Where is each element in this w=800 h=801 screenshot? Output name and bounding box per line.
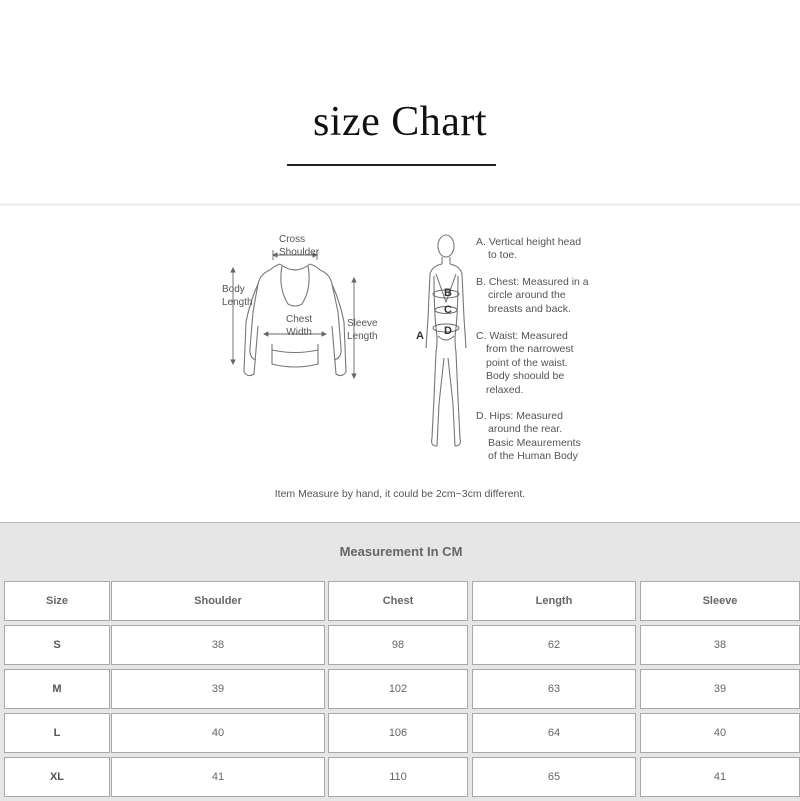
cell-chest: 110 [328, 757, 468, 797]
section-divider [0, 203, 800, 206]
header-shoulder: Shoulder [111, 581, 325, 621]
note-hips: D. Hips: Measured around the rear. Basic Meaurements of the Human Body [476, 410, 581, 463]
cell-shoulder: 39 [111, 669, 325, 709]
note-chest: B. Chest: Measured in a circle around the breasts and back. [476, 276, 589, 315]
cell-chest: 106 [328, 713, 468, 753]
cell-size: L [4, 713, 110, 753]
header-length: Length [472, 581, 636, 621]
cell-sleeve: 41 [640, 757, 800, 797]
cell-length: 65 [472, 757, 636, 797]
title-underline [287, 164, 496, 166]
chest-width-label: Chest Width [286, 314, 313, 338]
header-sleeve: Sleeve [640, 581, 800, 621]
cell-sleeve: 38 [640, 625, 800, 665]
cell-chest: 98 [328, 625, 468, 665]
note-height: A. Vertical height head to toe. [476, 236, 582, 262]
sleeve-length-label: Sleeve Length [347, 318, 378, 342]
cell-sleeve: 39 [640, 669, 800, 709]
cell-chest: 102 [328, 669, 468, 709]
body-length-label: Body Length [222, 284, 253, 308]
note-waist: C. Waist: Measured from the narrowest point of the waist. Body shoould be relaxed. [476, 330, 574, 396]
marker-b: B [444, 287, 452, 299]
cell-size: M [4, 669, 110, 709]
marker-a: A [416, 330, 424, 342]
cell-shoulder: 41 [111, 757, 325, 797]
marker-d: D [444, 325, 452, 337]
header-size: Size [4, 581, 110, 621]
marker-c: C [444, 304, 452, 316]
cell-length: 64 [472, 713, 636, 753]
header-chest: Chest [328, 581, 468, 621]
cell-sleeve: 40 [640, 713, 800, 753]
cell-length: 63 [472, 669, 636, 709]
table-title: Measurement In CM [339, 543, 463, 559]
cell-shoulder: 40 [111, 713, 325, 753]
measure-disclaimer: Item Measure by hand, it could be 2cm~3cm different. [274, 488, 526, 500]
cell-length: 62 [472, 625, 636, 665]
human-figure-icon [410, 228, 470, 458]
cell-size: S [4, 625, 110, 665]
size-table [0, 522, 800, 801]
cross-shoulder-label: Cross Shoulder [279, 234, 320, 258]
cell-shoulder: 38 [111, 625, 325, 665]
cell-size: XL [4, 757, 110, 797]
page-title: size Chart [312, 99, 488, 145]
